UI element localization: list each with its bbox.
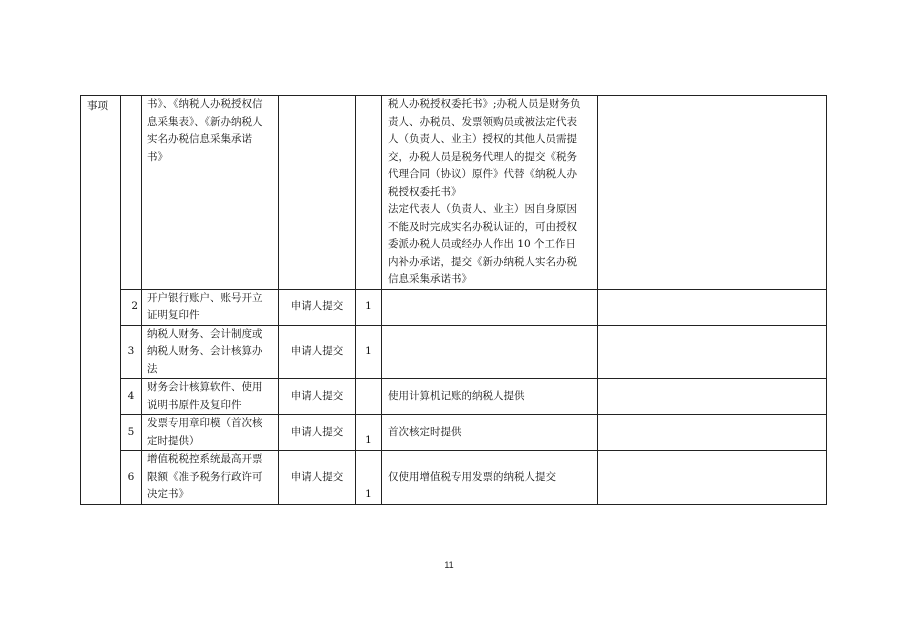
table-row bbox=[81, 289, 827, 325]
material-source: 申请人提交 bbox=[279, 415, 356, 451]
table-row bbox=[81, 451, 827, 505]
material-name-line: 财务会计核算软件、使用 bbox=[147, 381, 263, 393]
material-count bbox=[356, 96, 382, 290]
material-name-line: 息采集表》、《新办纳税人 bbox=[147, 115, 263, 128]
material-name-line: 法 bbox=[147, 362, 158, 375]
row-number: 3 bbox=[121, 325, 142, 379]
note-line: 不能及时完成实名办税认证的，可由授权 bbox=[388, 220, 577, 233]
material-name-line: 纳税人财务、会计核算办 bbox=[147, 345, 263, 357]
row-number: 5 bbox=[121, 415, 142, 451]
material-name-line: 限额《准予税务行政许可 bbox=[147, 470, 263, 483]
material-name-line: 书》 bbox=[147, 150, 168, 163]
material-count: 1 bbox=[356, 289, 382, 325]
material-name-line: 增值税税控系统最高开票 bbox=[147, 453, 263, 466]
table-row bbox=[81, 379, 827, 415]
table-row bbox=[81, 96, 827, 290]
material-note bbox=[382, 325, 598, 379]
material-source bbox=[279, 96, 356, 290]
material-name bbox=[142, 96, 279, 290]
material-source: 申请人提交 bbox=[279, 289, 356, 325]
note-line: 委派办税人员或经办人作出 10 个工作日 bbox=[388, 238, 577, 250]
note-line: 税授权委托书》 bbox=[388, 185, 462, 198]
section-label: 事项 bbox=[81, 96, 121, 505]
material-note bbox=[382, 451, 598, 505]
material-note bbox=[382, 289, 598, 325]
material-name-line: 纳税人财务、会计制度或 bbox=[147, 327, 263, 340]
material-count: 1 bbox=[356, 451, 382, 505]
note-line: 首次核定时提供 bbox=[388, 425, 462, 438]
material-name-line: 书》、《纳税人办税授权信 bbox=[147, 98, 263, 110]
material-count: 1 bbox=[356, 415, 382, 451]
note-line: 法定代表人（负责人、业主）因自身原因 bbox=[388, 203, 577, 215]
material-name-line: 定时提供） bbox=[147, 434, 200, 447]
note-line: 责人、办税员、发票领购员或被法定代表 bbox=[388, 115, 577, 128]
note-line: 内补办承诺，提交《新办纳税人实名办税 bbox=[388, 255, 577, 268]
material-note bbox=[382, 415, 598, 451]
page-number: 11 bbox=[444, 560, 454, 570]
material-name bbox=[142, 451, 279, 505]
material-source: 申请人提交 bbox=[279, 325, 356, 379]
note-line: 使用计算机记账的纳税人提供 bbox=[388, 389, 525, 402]
material-name-line: 决定书》 bbox=[147, 488, 189, 501]
materials-table bbox=[80, 95, 827, 505]
row-number: 2 bbox=[121, 289, 142, 325]
material-name-line: 说明书原件及复印件 bbox=[147, 398, 242, 411]
material-source: 申请人提交 bbox=[279, 379, 356, 415]
note-line: 交，办税人员是税务代理人的提交《税务 bbox=[388, 150, 577, 163]
row-number: 6 bbox=[121, 451, 142, 505]
material-note bbox=[382, 96, 598, 290]
blank-cell bbox=[598, 96, 827, 290]
blank-cell bbox=[598, 415, 827, 451]
material-name-line: 实名办税信息采集承诺 bbox=[147, 133, 252, 145]
row-number: 4 bbox=[121, 379, 142, 415]
material-name bbox=[142, 379, 279, 415]
material-source: 申请人提交 bbox=[279, 451, 356, 505]
material-count: 1 bbox=[356, 325, 382, 379]
row-number bbox=[121, 96, 142, 290]
material-name-line: 发票专用章印模（首次核 bbox=[147, 417, 263, 429]
material-name-line: 证明复印件 bbox=[147, 309, 200, 321]
material-note bbox=[382, 379, 598, 415]
blank-cell bbox=[598, 379, 827, 415]
blank-cell bbox=[598, 325, 827, 379]
note-line: 人（负责人、业主）授权的其他人员需提 bbox=[388, 133, 577, 145]
material-count bbox=[356, 379, 382, 415]
material-name bbox=[142, 325, 279, 379]
note-line: 税人办税授权委托书》;办税人员是财务负 bbox=[388, 98, 581, 110]
blank-cell bbox=[598, 451, 827, 505]
material-name bbox=[142, 415, 279, 451]
material-name-line: 开户银行账户、账号开立 bbox=[147, 291, 263, 304]
material-name bbox=[142, 289, 279, 325]
table-row bbox=[81, 415, 827, 451]
note-line: 信息采集承诺书》 bbox=[388, 273, 472, 285]
note-line: 仅使用增值税专用发票的纳税人提交 bbox=[388, 470, 556, 483]
table-row bbox=[81, 325, 827, 379]
blank-cell bbox=[598, 289, 827, 325]
note-line: 代理合同（协议）原件》代替《纳税人办 bbox=[388, 168, 577, 180]
